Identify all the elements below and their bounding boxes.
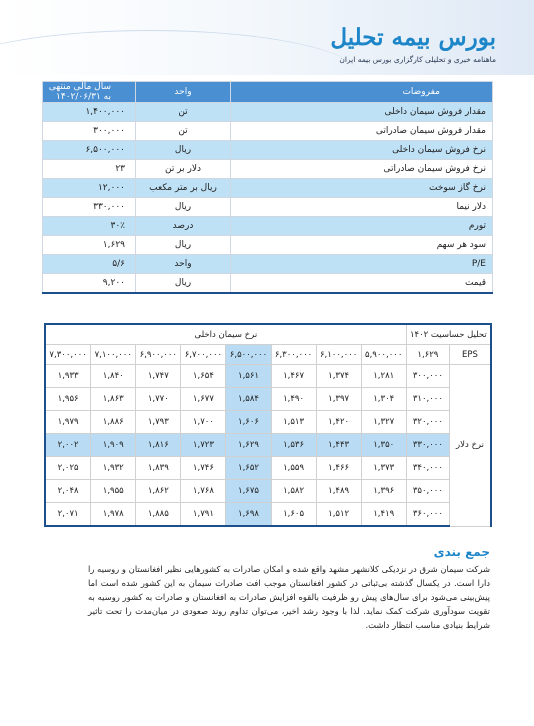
table-row (45, 480, 491, 503)
table-cell: ۱,۷۲۳ (181, 434, 226, 457)
table-cell: ۲,۰۷۱ (45, 503, 91, 527)
assumption-label: P/E (231, 255, 493, 274)
table-row (43, 122, 493, 141)
brand-logo-text: بورس بیمه تحلیل (330, 24, 496, 51)
table-cell: ۱,۳۹۶ (361, 480, 406, 503)
row-rate: ۳۳۰,۰۰۰ (406, 434, 449, 457)
table-cell: ۱,۹۷۹ (45, 411, 91, 434)
sensitivity-title-row (45, 324, 491, 345)
table-cell: ۱,۵۸۲ (271, 480, 316, 503)
table-cell: ۱,۷۰۰ (181, 411, 226, 434)
assumption-value: ۳۰٪ (43, 217, 136, 236)
row-rate: ۳۱۰,۰۰۰ (406, 388, 449, 411)
table-cell: ۱,۸۴۰ (91, 365, 136, 388)
table-cell: ۱,۸۸۵ (136, 503, 181, 527)
table-row (45, 503, 491, 527)
column-header: ۷,۳۰۰,۰۰۰ (45, 345, 91, 365)
assumption-label: قیمت (231, 274, 493, 294)
table-row (43, 255, 493, 274)
table-row (45, 434, 491, 457)
table-cell: ۱,۷۹۳ (136, 411, 181, 434)
table-cell: ۲,۰۴۸ (45, 480, 91, 503)
table-cell: ۱,۴۸۹ (316, 480, 361, 503)
assumptions-header-label: مفروضات (231, 82, 493, 103)
column-header: ۷,۱۰۰,۰۰۰ (91, 345, 136, 365)
table-cell: ۱,۶۵۲ (226, 457, 271, 480)
table-cell: ۱,۶۹۸ (226, 503, 271, 527)
column-group-label: نرخ سیمان داخلی (45, 324, 406, 345)
table-row (45, 365, 491, 388)
table-cell: ۲,۰۲۵ (45, 457, 91, 480)
assumption-label: تورم (231, 217, 493, 236)
table-cell: ۱,۸۶۳ (91, 388, 136, 411)
table-row (43, 198, 493, 217)
table-row (43, 141, 493, 160)
assumption-unit: تن (136, 103, 231, 122)
column-header: ۵,۹۰۰,۰۰۰ (361, 345, 406, 365)
table-row (43, 274, 493, 294)
assumption-unit: ریال (136, 274, 231, 294)
assumption-label: دلار نیما (231, 198, 493, 217)
assumption-label: نرخ فروش سیمان صادراتی (231, 160, 493, 179)
table-cell: ۱,۶۰۶ (226, 411, 271, 434)
assumption-value: ۲۳ (43, 160, 136, 179)
table-cell: ۱,۹۵۵ (91, 480, 136, 503)
summary-title: جمع بندی (433, 545, 490, 559)
table-row (43, 179, 493, 198)
column-header: ۶,۳۰۰,۰۰۰ (271, 345, 316, 365)
table-cell: ۱,۹۷۸ (91, 503, 136, 527)
table-cell: ۱,۸۸۶ (91, 411, 136, 434)
eps-value: ۱,۶۲۹ (406, 345, 449, 365)
table-row (45, 388, 491, 411)
table-cell: ۱,۴۶۷ (271, 365, 316, 388)
assumption-value: ۱,۶۲۹ (43, 236, 136, 255)
table-cell: ۱,۸۳۹ (136, 457, 181, 480)
table-cell: ۱,۷۶۸ (181, 480, 226, 503)
table-row (43, 103, 493, 122)
page-header (0, 0, 534, 75)
assumption-unit: تن (136, 122, 231, 141)
table-row (43, 236, 493, 255)
assumptions-header-unit: واحد (136, 82, 231, 103)
table-cell: ۱,۴۹۰ (271, 388, 316, 411)
brand-tagline: ماهنامه خبری و تحلیلی کارگزاری بورس بیمه ایران (339, 55, 496, 64)
table-cell: ۱,۵۶۱ (226, 365, 271, 388)
table-cell: ۱,۳۷۳ (361, 457, 406, 480)
row-rate: ۳۰۰,۰۰۰ (406, 365, 449, 388)
assumption-value: ۵/۶ (43, 255, 136, 274)
table-cell: ۱,۶۵۴ (181, 365, 226, 388)
table-cell: ۱,۶۲۹ (226, 434, 271, 457)
sensitivity-title: تحلیل حساسیت ۱۴۰۲ (406, 324, 491, 345)
table-cell: ۱,۴۱۹ (361, 503, 406, 527)
assumption-unit: واحد (136, 255, 231, 274)
table-cell: ۱,۳۵۰ (361, 434, 406, 457)
assumption-label: نرخ گاز سوخت (231, 179, 493, 198)
column-header: ۶,۹۰۰,۰۰۰ (136, 345, 181, 365)
row-rate: ۳۶۰,۰۰۰ (406, 503, 449, 527)
column-header: ۶,۵۰۰,۰۰۰ (226, 345, 271, 365)
table-cell: ۱,۷۴۶ (181, 457, 226, 480)
assumptions-header-value: سال مالی منتهی به ۱۴۰۲/۰۶/۳۱ (43, 82, 136, 103)
table-cell: ۱,۶۷۷ (181, 388, 226, 411)
row-rate: ۳۴۰,۰۰۰ (406, 457, 449, 480)
row-group-label: نرخ دلار (450, 365, 492, 527)
table-row (45, 457, 491, 480)
table-cell: ۱,۴۴۳ (316, 434, 361, 457)
table-cell: ۱,۹۰۹ (91, 434, 136, 457)
table-row (43, 217, 493, 236)
table-cell: ۱,۶۰۵ (271, 503, 316, 527)
table-cell: ۱,۷۴۷ (136, 365, 181, 388)
assumption-label: مقدار فروش سیمان داخلی (231, 103, 493, 122)
assumption-value: ۳۳۰,۰۰۰ (43, 198, 136, 217)
table-cell: ۱,۳۲۷ (361, 411, 406, 434)
table-cell: ۱,۴۲۰ (316, 411, 361, 434)
assumption-label: مقدار فروش سیمان صادراتی (231, 122, 493, 141)
assumption-value: ۱,۴۰۰,۰۰۰ (43, 103, 136, 122)
table-cell: ۱,۳۰۴ (361, 388, 406, 411)
table-cell: ۱,۸۶۲ (136, 480, 181, 503)
assumption-value: ۹,۲۰۰ (43, 274, 136, 294)
column-header: ۶,۷۰۰,۰۰۰ (181, 345, 226, 365)
table-cell: ۱,۹۵۶ (45, 388, 91, 411)
table-cell: ۱,۵۳۶ (271, 434, 316, 457)
assumption-unit: دلار بر تن (136, 160, 231, 179)
table-cell: ۱,۵۸۴ (226, 388, 271, 411)
assumption-label: نرخ فروش سیمان داخلی (231, 141, 493, 160)
summary-paragraph: شرکت سیمان شرق در نزدیکی کلانشهر مشهد واقع شده و امکان صادرات به کشورهایی نظیر افغانستان و روسیه را دارا است. در یکسال گذشته بی‌ثباتی در کشور افغانستان موجب افت صادرات سیمان به این کشور شده است اما پیش‌بینی می‌شود برای سال‌های پیش رو ظرفیت بالقوه افزایش صادرات به افغانستان و صادرات به کشور روسیه به تقویت سودآوری شرکت کمک نماید. لذا با وجود رشد اخیر، می‌توان تداوم روند صعودی در میان‌مدت را تحت تاثیر شرایط بنیادی مناسب انتظار داشت. (88, 564, 490, 630)
table-cell: ۱,۹۳۳ (45, 365, 91, 388)
table-cell: ۱,۵۵۹ (271, 457, 316, 480)
table-cell: ۱,۵۱۲ (316, 503, 361, 527)
table-cell: ۱,۷۷۰ (136, 388, 181, 411)
eps-label: EPS (450, 345, 492, 365)
table-cell: ۱,۳۹۷ (316, 388, 361, 411)
table-cell: ۱,۷۹۱ (181, 503, 226, 527)
assumption-unit: ریال (136, 198, 231, 217)
table-cell: ۲,۰۰۲ (45, 434, 91, 457)
assumption-unit: ریال بر متر مکعب (136, 179, 231, 198)
assumption-label: سود هر سهم (231, 236, 493, 255)
assumption-value: ۱۲,۰۰۰ (43, 179, 136, 198)
table-cell: ۱,۶۷۵ (226, 480, 271, 503)
assumption-unit: ریال (136, 141, 231, 160)
table-cell: ۱,۵۱۳ (271, 411, 316, 434)
table-row (43, 160, 493, 179)
table-cell: ۱,۴۶۶ (316, 457, 361, 480)
sensitivity-table (44, 323, 492, 527)
column-header: ۶,۱۰۰,۰۰۰ (316, 345, 361, 365)
sensitivity-columns-row (45, 345, 491, 365)
assumption-value: ۶,۵۰۰,۰۰۰ (43, 141, 136, 160)
table-row (45, 411, 491, 434)
table-cell: ۱,۸۱۶ (136, 434, 181, 457)
assumptions-table (42, 81, 493, 294)
assumption-unit: ریال (136, 236, 231, 255)
table-cell: ۱,۳۷۴ (316, 365, 361, 388)
row-rate: ۳۲۰,۰۰۰ (406, 411, 449, 434)
assumption-unit: درصد (136, 217, 231, 236)
table-cell: ۱,۹۳۲ (91, 457, 136, 480)
table-cell: ۱,۲۸۱ (361, 365, 406, 388)
assumptions-header-row (43, 82, 493, 103)
assumption-value: ۳۰۰,۰۰۰ (43, 122, 136, 141)
row-rate: ۳۵۰,۰۰۰ (406, 480, 449, 503)
